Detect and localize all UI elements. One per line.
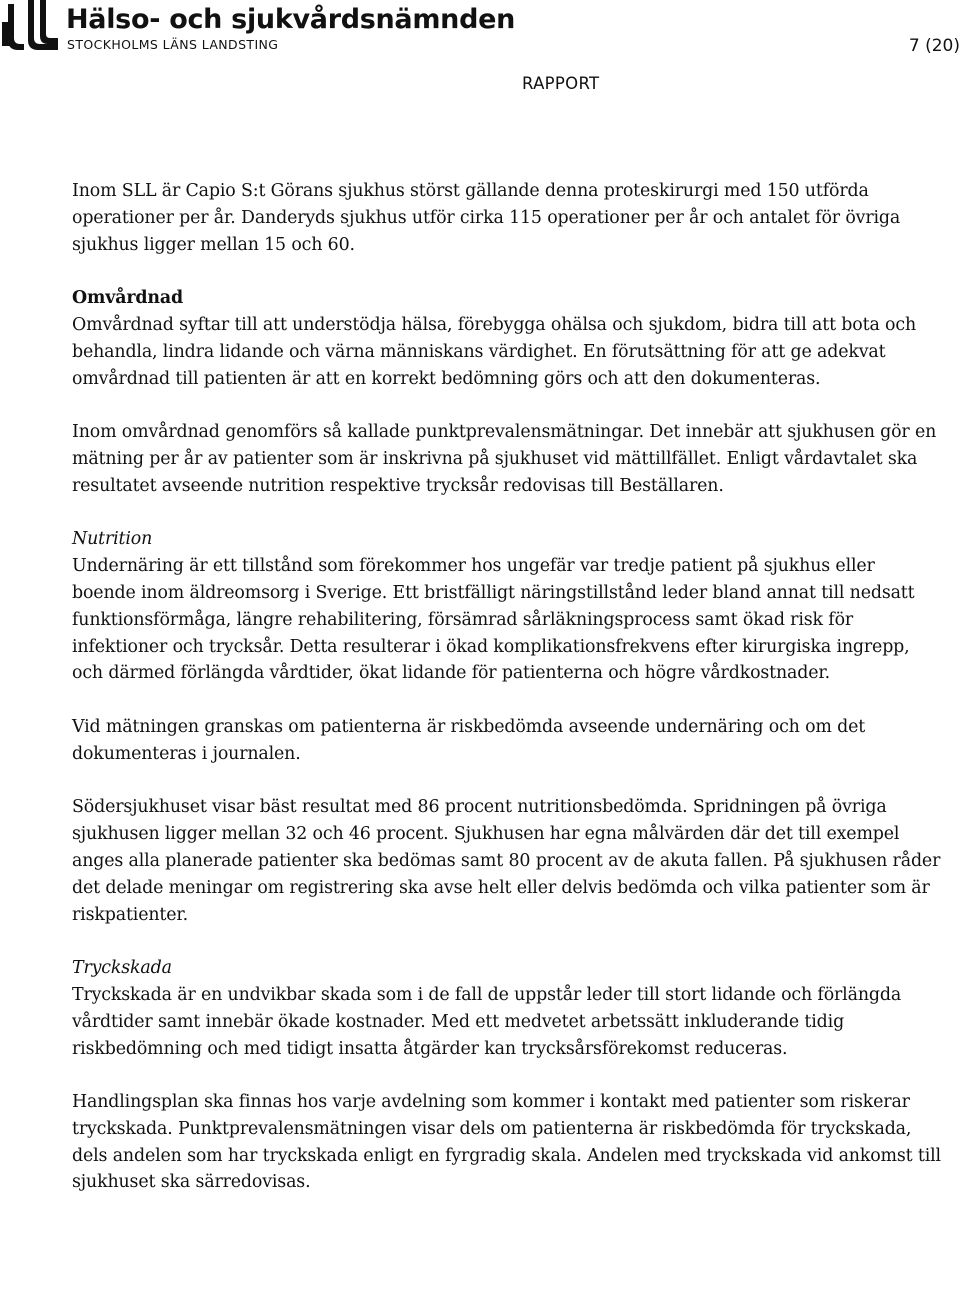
paragraph-nutrition-3: Södersjukhuset visar bäst resultat med 86 procent nutritionsbedömda. Spridningen på övriga sjukhusen ligger mellan 32 och 46 procent. Sjukhusen har egna målvärden där det till exempel anges alla planerade patienter ska bedömas samt 80 procent av de akuta fallen. På sjukhusen råder det delade meningar om registrering ska avse helt eller delvis bedömda och vilka patienter som är riskpatienter. <box>72 797 941 925</box>
heading-nutrition: Nutrition <box>72 529 153 550</box>
heading-omvardnad: Omvårdnad <box>72 288 183 309</box>
heading-tryckskada: Tryckskada <box>72 958 172 979</box>
org-name: Hälso- och sjukvårdsnämnden <box>66 4 516 35</box>
paragraph-nutrition-2: Vid mätningen granskas om patienterna är riskbedömda avseende undernäring och om det dokumenteras i journalen. <box>72 716 866 764</box>
paragraph-tryckskada-2: Handlingsplan ska finnas hos varje avdelning som kommer i kontakt med patienter som riskerar tryckskada. Punktprevalensmätningen visar dels om patienterna är riskbedömda för tryckskada, dels andelen som har tryckskada enligt en fyrgradig skala. Andelen med tryckskada vid ankomst till sjukhuset ska särredovisas. <box>72 1092 941 1193</box>
sll-logo-icon <box>2 0 58 50</box>
paragraph-tryckskada-1: Tryckskada är en undvikbar skada som i de fall de uppstår leder till stort lidande och förlängda vårdtider samt innebär ökade kostnader. Med ett medvetet arbetssätt inkluderande tidig riskbedömning och med tidigt insatta åtgärder kan trycksårsförekomst reduceras. <box>72 984 902 1059</box>
document-body <box>72 178 942 1196</box>
page-number: 7 (20) <box>908 36 960 56</box>
paragraph-nutrition-1: Undernäring är ett tillstånd som förekommer hos ungefär var tredje patient på sjukhus eller boende inom äldreomsorg i Sverige. Ett bristfälligt näringstillstånd leder bland annat till nedsatt funktionsförmåga, längre rehabilitering, försämrad sårläkningsprocess samt ökad risk för infektioner och trycksår. Detta resulterar i ökad komplikationsfrekvens efter kirurgiska ingrepp, och därmed förlängda vårdtider, ökat lidande för patienterna och högre vårdkostnader. <box>72 556 915 684</box>
paragraph-intro: Inom SLL är Capio S:t Görans sjukhus störst gällande denna proteskirurgi med 150 utförda operationer per år. Danderyds sjukhus utför cirka 115 operationer per år och antalet för övriga sjukhus ligger mellan 15 och 60. <box>72 181 901 255</box>
org-subtitle: STOCKHOLMS LÄNS LANDSTING <box>67 37 279 52</box>
page-header <box>0 0 960 93</box>
document-type: RAPPORT <box>522 74 600 93</box>
paragraph-omvardnad-1: Omvårdnad syftar till att understödja hälsa, förebygga ohälsa och sjukdom, bidra till att bota och behandla, lindra lidande och värna människans värdighet. En förutsättning för att ge adekvat omvårdnad till patienten är att en korrekt bedömning görs och att den dokumenteras. <box>72 314 916 389</box>
paragraph-omvardnad-2: Inom omvårdnad genomförs så kallade punktprevalensmätningar. Det innebär att sjukhusen gör en mätning per år av patienter som är inskrivna på sjukhuset vid mättillfället. Enligt vårdavtalet ska resultatet avseende nutrition respektive trycksår redovisas till Beställaren. <box>72 422 937 496</box>
